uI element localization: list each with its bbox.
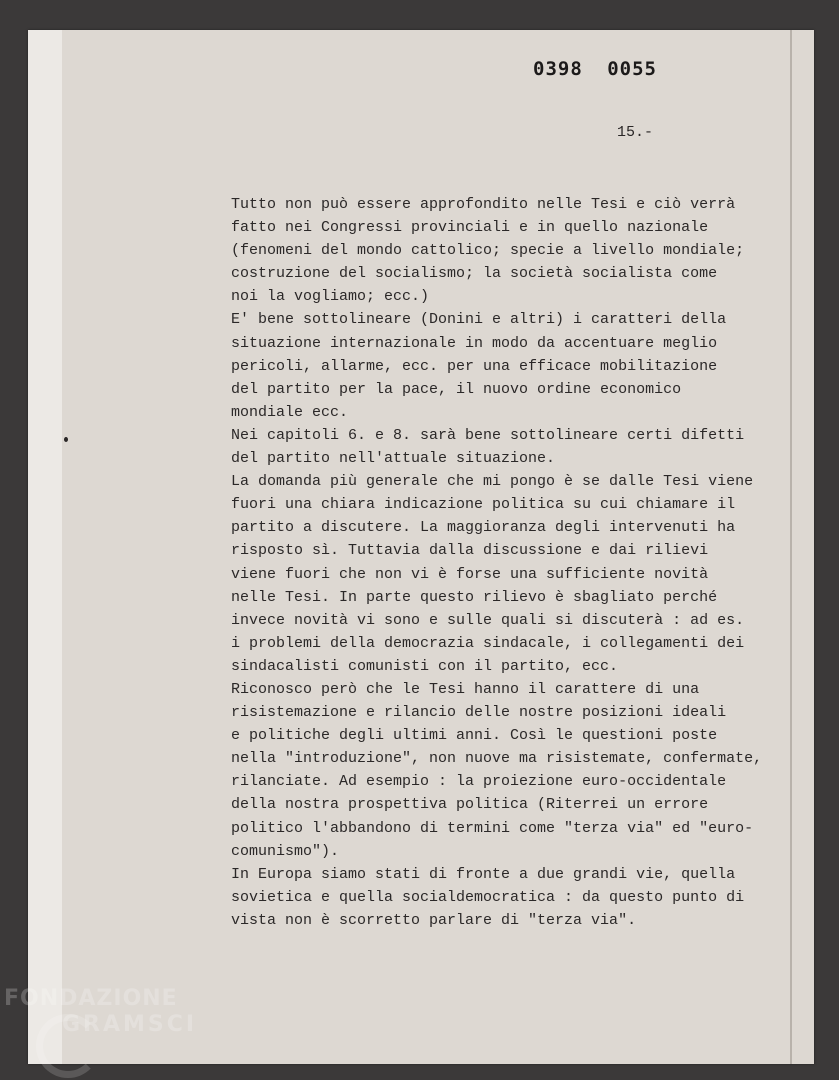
text-line: vista non è scorretto parlare di "terza via".	[231, 911, 637, 929]
margin-ink-dot	[64, 437, 68, 442]
text-line: fatto nei Congressi provinciali e in quello nazionale	[231, 219, 709, 237]
text-line: del partito per la pace, il nuovo ordine economico	[231, 380, 682, 398]
text-line: viene fuori che non vi è forse una sufficiente novità	[231, 565, 709, 583]
text-line: risistemazione e rilancio delle nostre posizioni ideali	[231, 704, 727, 722]
text-line: mondiale ecc.	[231, 403, 349, 421]
text-line: della nostra prospettiva politica (Riterrei un errore	[231, 796, 709, 814]
text-line: La domanda più generale che mi pongo è se dalle Tesi viene	[231, 473, 754, 491]
text-line: Nei capitoli 6. e 8. sarà bene sottolineare certi difetti	[231, 426, 745, 444]
text-line: In Europa siamo stati di fronte a due grandi vie, quella	[231, 865, 736, 883]
text-line: partito a discutere. La maggioranza degli intervenuti ha	[231, 519, 736, 537]
watermark	[4, 988, 197, 1036]
text-line: fuori una chiara indicazione politica su cui chiamare il	[231, 496, 736, 514]
text-line: del partito nell'attuale situazione.	[231, 450, 556, 468]
text-line: costruzione del socialismo; la società socialista come	[231, 265, 718, 283]
text-line: Tutto non può essere approfondito nelle Tesi e ciò verrà	[231, 196, 736, 213]
text-line: nelle Tesi. In parte questo rilievo è sbagliato perché	[231, 588, 718, 606]
text-line: risposto sì. Tuttavia dalla discussione e dai rilievi	[231, 542, 709, 560]
text-line: sindacalisti comunisti con il partito, ecc.	[231, 657, 619, 675]
archive-number: 0398 0055	[533, 58, 657, 80]
text-line: (fenomeni del mondo cattolico; specie a livello mondiale;	[231, 242, 745, 260]
text-line: comunismo").	[231, 842, 340, 860]
page-number: 15.-	[617, 124, 654, 141]
watermark-line2: GRAMSCI	[62, 1012, 198, 1037]
text-line: e politiche degli ultimi anni. Così le questioni poste	[231, 727, 718, 745]
text-line: politico l'abbandono di termini come "terza via" ed "euro-	[231, 819, 754, 837]
text-line: E' bene sottolineare (Donini e altri) i caratteri della	[231, 311, 727, 329]
text-line: Riconosco però che le Tesi hanno il carattere di una	[231, 680, 700, 698]
text-line: sovietica e quella socialdemocratica : da questo punto di	[231, 888, 745, 906]
paper-right-edge	[790, 30, 792, 1064]
watermark-line1: FONDAZIONE	[4, 986, 178, 1011]
text-line: invece novità vi sono e sulle quali si discuterà : ad es.	[231, 611, 745, 629]
text-line: i problemi della democrazia sindacale, i collegamenti dei	[231, 634, 745, 652]
text-line: pericoli, allarme, ecc. per una efficace mobilitazione	[231, 357, 718, 375]
text-line: nella "introduzione", non nuove ma risistemate, confermate,	[231, 750, 763, 768]
text-line: rilanciate. Ad esempio : la proiezione euro-occidentale	[231, 773, 727, 791]
text-line: noi la vogliamo; ecc.)	[231, 288, 430, 306]
text-line: situazione internazionale in modo da accentuare meglio	[231, 334, 718, 352]
paper-left-strip	[28, 30, 62, 1064]
typed-text-body	[231, 193, 762, 932]
